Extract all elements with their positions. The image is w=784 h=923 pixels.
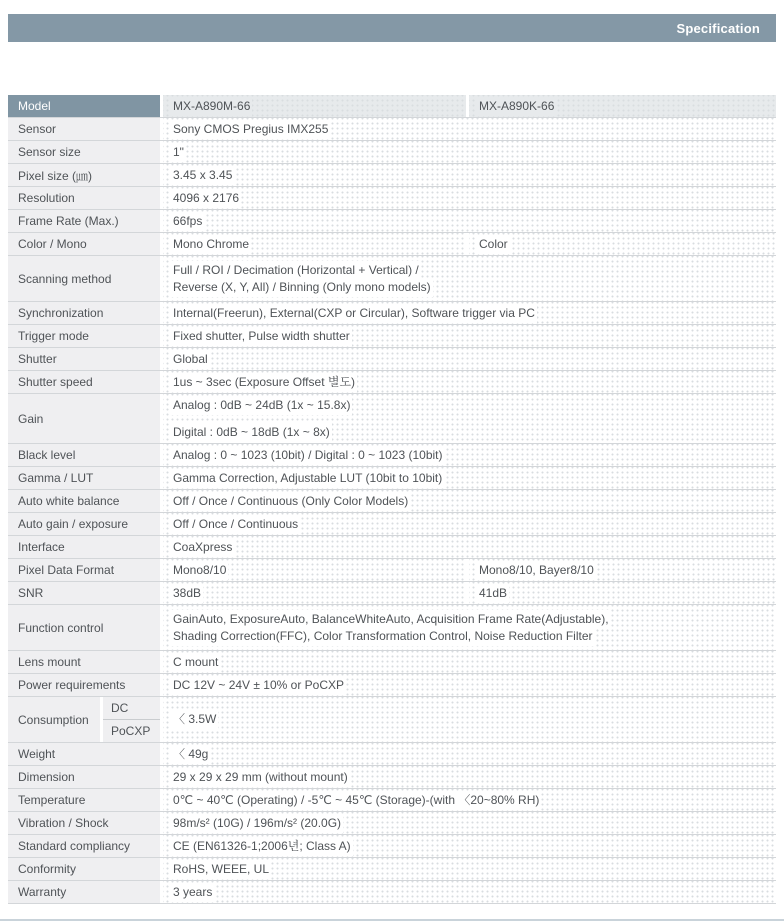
row-label-cell (8, 164, 160, 186)
sub-label: PoCXP (111, 724, 151, 738)
row-value: Gamma Correction, Adjustable LUT (10bit to 10bit) (173, 470, 443, 485)
row-scanning-method (8, 256, 776, 302)
row-label-cell (8, 118, 160, 140)
row-label: Weight (18, 747, 56, 761)
sub-label: DC (111, 701, 129, 715)
row-label: Function control (18, 620, 104, 635)
row-resolution (8, 187, 776, 210)
row-label-cell (8, 210, 160, 232)
row-value-cell (163, 605, 776, 650)
consumption-sub-column (103, 697, 160, 742)
row-label: Shutter (18, 352, 57, 366)
row-label: Pixel size (㎛) (18, 168, 93, 183)
model-m-name: MX-A890M-66 (173, 98, 251, 113)
row-value: Off / Once / Continuous (173, 516, 299, 531)
row-temperature (8, 789, 776, 812)
row-value: 0℃ ~ 40℃ (Operating) / -5℃ ~ 45℃ (Storage)-(with 〈20~80% RH) (173, 792, 540, 807)
row-label-cell (8, 582, 160, 604)
row-label: Conformity (18, 862, 77, 876)
row-value-cell-m (163, 233, 466, 255)
row-label: Temperature (18, 793, 86, 807)
row-label-cell (8, 743, 160, 765)
specification-table (8, 95, 776, 904)
row-snr (8, 582, 776, 605)
header-model-k-cell (469, 95, 776, 117)
row-value-cell (163, 325, 776, 347)
row-value: Analog : 0 ~ 1023 (10bit) / Digital : 0 ~ 1023 (10bit) (173, 447, 443, 462)
row-label: Warranty (18, 885, 67, 899)
row-value-line-1: Full / ROI / Decimation (Horizontal + Vertical) / (173, 262, 419, 277)
row-weight (8, 743, 776, 766)
row-value: Internal(Freerun), External(CXP or Circular), Software trigger via PC (173, 305, 535, 320)
row-value: 〈 49g (173, 746, 209, 761)
row-label: Standard compliancy (18, 839, 131, 853)
row-label-cell (8, 490, 160, 512)
row-label-cell (8, 513, 160, 535)
row-value-line-2: Shading Correction(FFC), Color Transformation Control, Noise Reduction Filter (173, 628, 593, 643)
row-label-cell (8, 536, 160, 558)
row-label-cell (8, 605, 160, 650)
row-value-cell (163, 490, 776, 512)
row-label: Sensor (18, 122, 57, 136)
row-auto-gain-exposure (8, 513, 776, 536)
row-sensor (8, 118, 776, 141)
row-value: Mono Chrome (173, 236, 250, 251)
row-label: Gamma / LUT (18, 471, 94, 485)
header-model-m-cell (163, 95, 466, 117)
row-value-cell (163, 256, 776, 301)
row-label-cell (8, 348, 160, 370)
consumption-sub-pocxp (103, 720, 160, 742)
row-value-cell (163, 302, 776, 324)
row-label-cell (8, 233, 160, 255)
row-label: Lens mount (18, 655, 81, 669)
row-value: 66fps (173, 213, 203, 228)
row-label-cell (8, 467, 160, 489)
row-value-cell-k (469, 233, 776, 255)
row-value: 4096 x 2176 (173, 190, 240, 205)
row-label-cell (8, 766, 160, 788)
row-consumption (8, 697, 776, 743)
row-label-cell (8, 187, 160, 209)
row-pixel-size (8, 164, 776, 187)
row-value-cell (163, 141, 776, 163)
row-label: SNR (18, 586, 44, 600)
row-shutter (8, 348, 776, 371)
table-header-row (8, 95, 776, 118)
row-label: Scanning method (18, 271, 112, 286)
row-lens-mount (8, 651, 776, 674)
row-value: Off / Once / Continuous (Only Color Models) (173, 493, 409, 508)
row-label-cell (8, 371, 160, 393)
row-vibration-shock (8, 812, 776, 835)
row-value-cell-k (469, 559, 776, 581)
row-value-cell (163, 674, 776, 696)
row-synchronization (8, 302, 776, 325)
consumption-sub-dc (103, 697, 160, 720)
row-standard-compliancy (8, 835, 776, 858)
row-value-cell (163, 789, 776, 811)
row-value: 〈 3.5W (173, 712, 217, 726)
row-gamma-lut (8, 467, 776, 490)
row-label-cell (8, 651, 160, 673)
row-auto-white-balance (8, 490, 776, 513)
row-value-cell (163, 118, 776, 140)
model-k-name: MX-A890K-66 (479, 98, 555, 113)
row-label-cell (8, 325, 160, 347)
row-value: 1" (173, 144, 184, 159)
row-label-cell (8, 256, 160, 301)
specification-banner (8, 14, 776, 42)
row-label: Shutter speed (18, 375, 93, 389)
row-value: CoaXpress (173, 539, 233, 554)
row-label: Color / Mono (18, 237, 87, 251)
row-frame-rate (8, 210, 776, 233)
row-value-cell (163, 835, 776, 857)
row-value: C mount (173, 654, 219, 669)
row-function-control (8, 605, 776, 651)
row-value-cell (163, 697, 776, 742)
row-value: Global (173, 351, 208, 366)
row-label-cell (8, 394, 160, 443)
row-shutter-speed (8, 371, 776, 394)
row-label-cell (8, 302, 160, 324)
row-value-cell (163, 371, 776, 393)
row-value-line-2: Reverse (X, Y, All) / Binning (Only mono models) (173, 279, 431, 294)
row-value: 38dB (173, 585, 202, 600)
row-label: Frame Rate (Max.) (18, 214, 119, 228)
row-value-cell-k (469, 582, 776, 604)
row-value-cell (163, 394, 776, 443)
row-value: Mono8/10 (173, 562, 227, 577)
row-value-cell (163, 513, 776, 535)
row-label: Auto gain / exposure (18, 517, 129, 531)
row-label: Power requirements (18, 678, 126, 692)
row-label-cell (8, 674, 160, 696)
row-label: Dimension (18, 770, 75, 784)
row-label: Auto white balance (18, 494, 120, 508)
row-label: Sensor size (18, 145, 81, 159)
row-label: Gain (18, 411, 44, 426)
row-sensor-size (8, 141, 776, 164)
row-color-mono (8, 233, 776, 256)
row-value-cell (163, 766, 776, 788)
row-value: Mono8/10, Bayer8/10 (479, 562, 594, 577)
row-value-cell (163, 651, 776, 673)
row-label-cell (8, 559, 160, 581)
row-value: CE (EN61326-1;2006년; Class A) (173, 838, 351, 853)
row-label-cell (8, 789, 160, 811)
row-label-cell (8, 141, 160, 163)
row-value-line-2: Digital : 0dB ~ 18dB (1x ~ 8x) (173, 424, 330, 439)
row-label-cell (8, 697, 100, 742)
row-value-cell (163, 164, 776, 186)
row-label: Vibration / Shock (18, 816, 109, 830)
row-black-level (8, 444, 776, 467)
header-label: Model (18, 99, 51, 113)
row-value-cell (163, 812, 776, 834)
row-label: Resolution (18, 191, 75, 205)
row-value: Sony CMOS Pregius IMX255 (173, 121, 329, 136)
row-value-cell (163, 348, 776, 370)
row-value: 29 x 29 x 29 mm (without mount) (173, 769, 348, 784)
row-trigger-mode (8, 325, 776, 348)
row-dimension (8, 766, 776, 789)
row-warranty (8, 881, 776, 904)
row-value-cell (163, 536, 776, 558)
row-power-requirements (8, 674, 776, 697)
row-label-cell (8, 858, 160, 880)
row-label-cell (8, 812, 160, 834)
row-value-line-1: Analog : 0dB ~ 24dB (1x ~ 15.8x) (173, 397, 351, 412)
banner-title: Specification (676, 20, 760, 36)
row-label: Trigger mode (18, 329, 89, 343)
row-value: Fixed shutter, Pulse width shutter (173, 328, 350, 343)
row-label: Pixel Data Format (18, 563, 115, 577)
row-value: RoHS, WEEE, UL (173, 861, 270, 876)
row-label: Interface (18, 540, 65, 554)
row-label-cell (8, 835, 160, 857)
row-value-line-1: GainAuto, ExposureAuto, BalanceWhiteAuto, Acquisition Frame Rate(Adjustable), (173, 611, 609, 626)
row-gain (8, 394, 776, 444)
row-value: 41dB (479, 585, 508, 600)
row-value: 3.45 x 3.45 (173, 167, 233, 182)
row-pixel-data-format (8, 559, 776, 582)
row-value-cell (163, 187, 776, 209)
header-label-cell (8, 95, 160, 117)
row-value-cell-m (163, 559, 466, 581)
row-value: Color (479, 236, 508, 251)
row-label: Consumption (18, 712, 89, 727)
row-value: 98m/s² (10G) / 196m/s² (20.0G) (173, 815, 342, 830)
row-value-cell (163, 743, 776, 765)
row-value-cell (163, 881, 776, 903)
row-conformity (8, 858, 776, 881)
row-value: DC 12V ~ 24V ± 10% or PoCXP (173, 677, 345, 692)
row-label-cell (8, 444, 160, 466)
row-value-cell-m (163, 582, 466, 604)
row-interface (8, 536, 776, 559)
row-value-cell (163, 858, 776, 880)
row-label-cell (8, 881, 160, 903)
row-value: 1us ~ 3sec (Exposure Offset 별도) (173, 374, 356, 389)
row-value-cell (163, 467, 776, 489)
row-value-cell (163, 444, 776, 466)
page-bottom-divider (0, 919, 784, 921)
row-label: Synchronization (18, 306, 104, 320)
row-value: 3 years (173, 884, 213, 899)
row-value-cell (163, 210, 776, 232)
row-label: Black level (18, 448, 76, 462)
